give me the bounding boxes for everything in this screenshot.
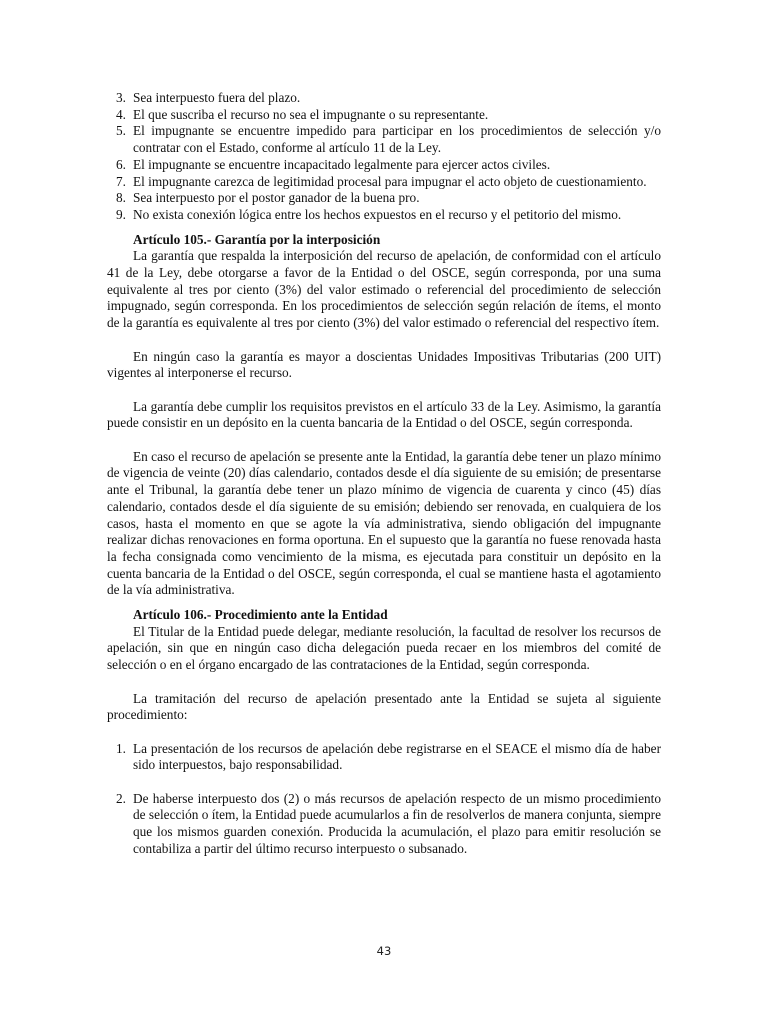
- list-item-text: El impugnante se encuentre incapacitado legalmente para ejercer actos civiles.: [133, 156, 551, 172]
- list-item: [107, 123, 661, 156]
- list-item-text: El impugnante se encuentre impedido para participar en los procedimientos de selección y/o contratar con el Estado, conforme al artículo 11 de la Ley.: [133, 123, 661, 156]
- article-105-paragraph: La garantía que respalda la interposición del recurso de apelación, de conformidad con el artículo 41 de la Ley, debe otorgarse a favor de la Entidad o del OSCE, según corresponda, por una suma equivalente al tres por ciento (3%) del valor estimado o referencial del procedimiento de selección impugnado, según corresponda. En los procedimientos de selección según relación de ítems, el monto de la garantía es equivalente al tres por ciento (3%) del valor estimado o referencial del respectivo ítem.: [107, 248, 661, 331]
- list-item: [107, 741, 661, 774]
- list-item-text: El que suscriba el recurso no sea el impugnante o su representante.: [133, 106, 489, 122]
- list-item-number: 2.: [116, 790, 126, 806]
- list-item-number: 9.: [116, 206, 126, 222]
- list-item-number: 8.: [116, 190, 126, 206]
- procedure-list: [107, 741, 661, 858]
- article-106-paragraph: La tramitación del recurso de apelación presentado ante la Entidad se sujeta al siguiente procedimiento:: [107, 690, 661, 723]
- list-item-text: De haberse interpuesto dos (2) o más recursos de apelación respecto de un mismo procedimiento de selección o ítem, la Entidad puede acumularlos a fin de resolverlos de manera conjunta, siempre que los mismos guarden conexión. Producida la acumulación, el plazo para emitir resolución se contabiliza a partir del último recurso interpuesto o subsanado.: [133, 790, 661, 856]
- page-number: 43: [376, 944, 392, 958]
- list-item: [107, 190, 661, 207]
- page-content: [107, 90, 661, 858]
- article-105-paragraph: En caso el recurso de apelación se presente ante la Entidad, la garantía debe tener un plazo mínimo de vigencia de veinte (20) días calendario, contados desde el día siguiente de su emisión; de presentarse ante el Tribunal, la garantía debe tener un plazo mínimo de vigencia de cuarenta y cinco (45) días calendario, contados desde el día siguiente de su emisión; debiendo ser renovada, en cualquiera de los casos, hasta el momento en que se agote la vía administrativa, siendo obligación del impugnante realizar dichas renovaciones en forma oportuna. En el supuesto que la garantía no fuese renovada hasta la fecha consignada como vencimiento de la misma, es ejecutada para constituir un depósito en la cuenta bancaria de la Entidad o del OSCE, según corresponda, el cual se mantiene hasta el agotamiento de la vía administrativa.: [107, 448, 661, 598]
- list-item-number: 7.: [116, 173, 126, 189]
- article-105-paragraph: La garantía debe cumplir los requisitos previstos en el artículo 33 de la Ley. Asimismo, la garantía puede consistir en un depósito en la cuenta bancaria de la Entidad o del OSCE, según corresponda.: [107, 398, 661, 431]
- list-item-text: Sea interpuesto por el postor ganador de la buena pro.: [133, 190, 420, 206]
- list-item-number: 5.: [116, 123, 126, 139]
- list-item-text: La presentación de los recursos de apelación debe registrarse en el SEACE el mismo día de haber sido interpuestos, bajo responsabilidad.: [133, 740, 661, 773]
- list-item: [107, 157, 661, 174]
- article-105-paragraph: En ningún caso la garantía es mayor a doscientas Unidades Impositivas Tributarias (200 UIT) vigentes al interponerse el recurso.: [107, 348, 661, 381]
- article-106-paragraph: El Titular de la Entidad puede delegar, mediante resolución, la facultad de resolver los recursos de apelación, sin que en ningún caso dicha delegación pueda recaer en los miembros del comité de selección o en el órgano encargado de las contrataciones de la Entidad, según corresponda.: [107, 623, 661, 673]
- list-item-number: 3.: [116, 90, 126, 105]
- list-item-text: Sea interpuesto fuera del plazo.: [133, 90, 301, 105]
- list-item: [107, 207, 661, 224]
- list-item-number: 4.: [116, 106, 126, 122]
- article-106-title: Artículo 106.- Procedimiento ante la Entidad: [133, 607, 388, 623]
- list-item: [107, 107, 661, 124]
- article-105-title: Artículo 105.- Garantía por la interposición: [133, 231, 381, 247]
- list-item: [107, 174, 661, 191]
- list-item: [107, 90, 661, 107]
- list-item-number: 1.: [116, 740, 126, 756]
- list-item-number: 6.: [116, 156, 126, 172]
- inadmissibility-list: [107, 90, 661, 224]
- list-item: [107, 791, 661, 858]
- list-item-text: El impugnante carezca de legitimidad procesal para impugnar el acto objeto de cuestionamiento.: [133, 173, 647, 189]
- list-item-text: No exista conexión lógica entre los hechos expuestos en el recurso y el petitorio del mismo.: [133, 206, 622, 222]
